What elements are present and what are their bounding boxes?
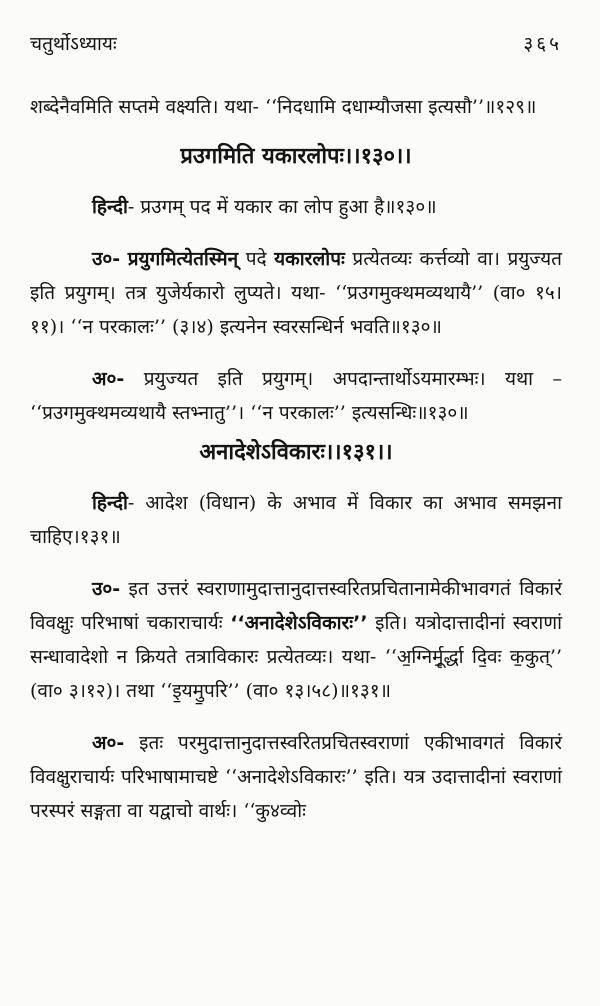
- uvata-term2: यकारलोपः: [274, 248, 345, 270]
- page-header: [30, 30, 562, 56]
- uvata-text-cont: इति। यत्रोदात्तादीनां स्वराणां सन्धावादेशो न क्रियते तत्राविकारः प्रत्येतव्यः। यथा- ‘‘अ॒ग्निर्मू॒र्द्धा दि॒वः क॒कुत्’’ (वा० ३।१२)। तथा ‘‘इ॒यमु॒परि’’ (वा० १३।५८)॥१३१॥: [30, 612, 562, 702]
- anantabhatta-text: प्रयुज्यत इति प्रयुगम्। अपदान्तार्थोऽयमारम्भः। यथा – ‘‘प्रउगमुक्थमव्यथायै स्तभ्नातु’’। ‘‘न परकालः’’ इत्यसन्धिः॥१३०॥: [30, 368, 562, 424]
- uvata-term: ‘‘अनादेशेऽविकारः’’: [230, 612, 368, 634]
- anantabhatta-text: इतः परमुदात्तानुदात्तस्वरितप्रचितस्वराणां एकीभावगतं विकारं विवक्षुराचार्यः परिभाषामाचष्टे ‘‘अनादेशेऽविकारः’’ इति। यत्र उदात्तादीनां स्वराणां परस्परं सङ्गता वा यद्वाचो वार्थः। ‘‘कु४व्वोः: [30, 732, 562, 822]
- uvata-text: इत उत्तरं स्वराणामुदात्तानुदात्तस्वरितप्रचितानामेकीभावगतं विकारं विवक्षुः परिभाषां चकाराचार्यः: [30, 578, 562, 634]
- sutra-heading-131: अनादेशेऽविकारः।।१३१।।: [199, 440, 393, 465]
- anantabhatta-label: अ०-: [92, 732, 125, 754]
- uvata-label: उ०-: [92, 578, 121, 600]
- hindi-label: हिन्दी: [92, 196, 128, 218]
- hindi-commentary-131: [30, 486, 562, 554]
- sutra-heading-130: प्रउगमिति यकारलोपः।।१३०।।: [180, 144, 412, 169]
- chapter-title: चतुर्थोऽध्यायः: [30, 33, 117, 55]
- hindi-commentary-130: [30, 190, 562, 224]
- hindi-text: - आदेश (विधान) के अभाव में विकार का अभाव समझना चाहिए।१३१॥: [30, 492, 562, 548]
- anantabhatta-commentary-131: [30, 726, 562, 828]
- hindi-text: - प्रउगम् पद में यकार का लोप हुआ है॥१३०॥: [127, 196, 437, 218]
- continuation-paragraph: शब्देनैवमिति सप्तमे वक्ष्यति। यथा- ‘‘निदधामि दधाम्यौजसा इत्यसौ’’॥१२९॥: [30, 96, 537, 118]
- uvata-mid: पदे: [238, 248, 275, 270]
- uvata-label: उ०-: [92, 248, 121, 270]
- uvata-text: प्रत्येतव्यः कर्त्तव्यो वा। प्रयुज्यत इति प्रयुगम्। तत्र युजेर्यकारो लुप्यते। यथा- ‘‘प्रउगमुक्थमव्यथायै’’ (वा० १५।११)। ‘‘न परकालः’’ (३।४) इत्यनेन स्वरसन्धिर्न भवति॥१३०॥: [30, 248, 562, 338]
- page-number: ३६५: [523, 33, 562, 55]
- hindi-label: हिन्दी: [92, 492, 128, 514]
- uvata-commentary-131: [30, 572, 562, 708]
- anantabhatta-commentary-130: [30, 362, 562, 430]
- uvata-term: प्रयुगमित्येतस्मिन्: [127, 248, 239, 270]
- uvata-commentary-130: [30, 242, 562, 344]
- anantabhatta-label: अ०-: [92, 368, 125, 390]
